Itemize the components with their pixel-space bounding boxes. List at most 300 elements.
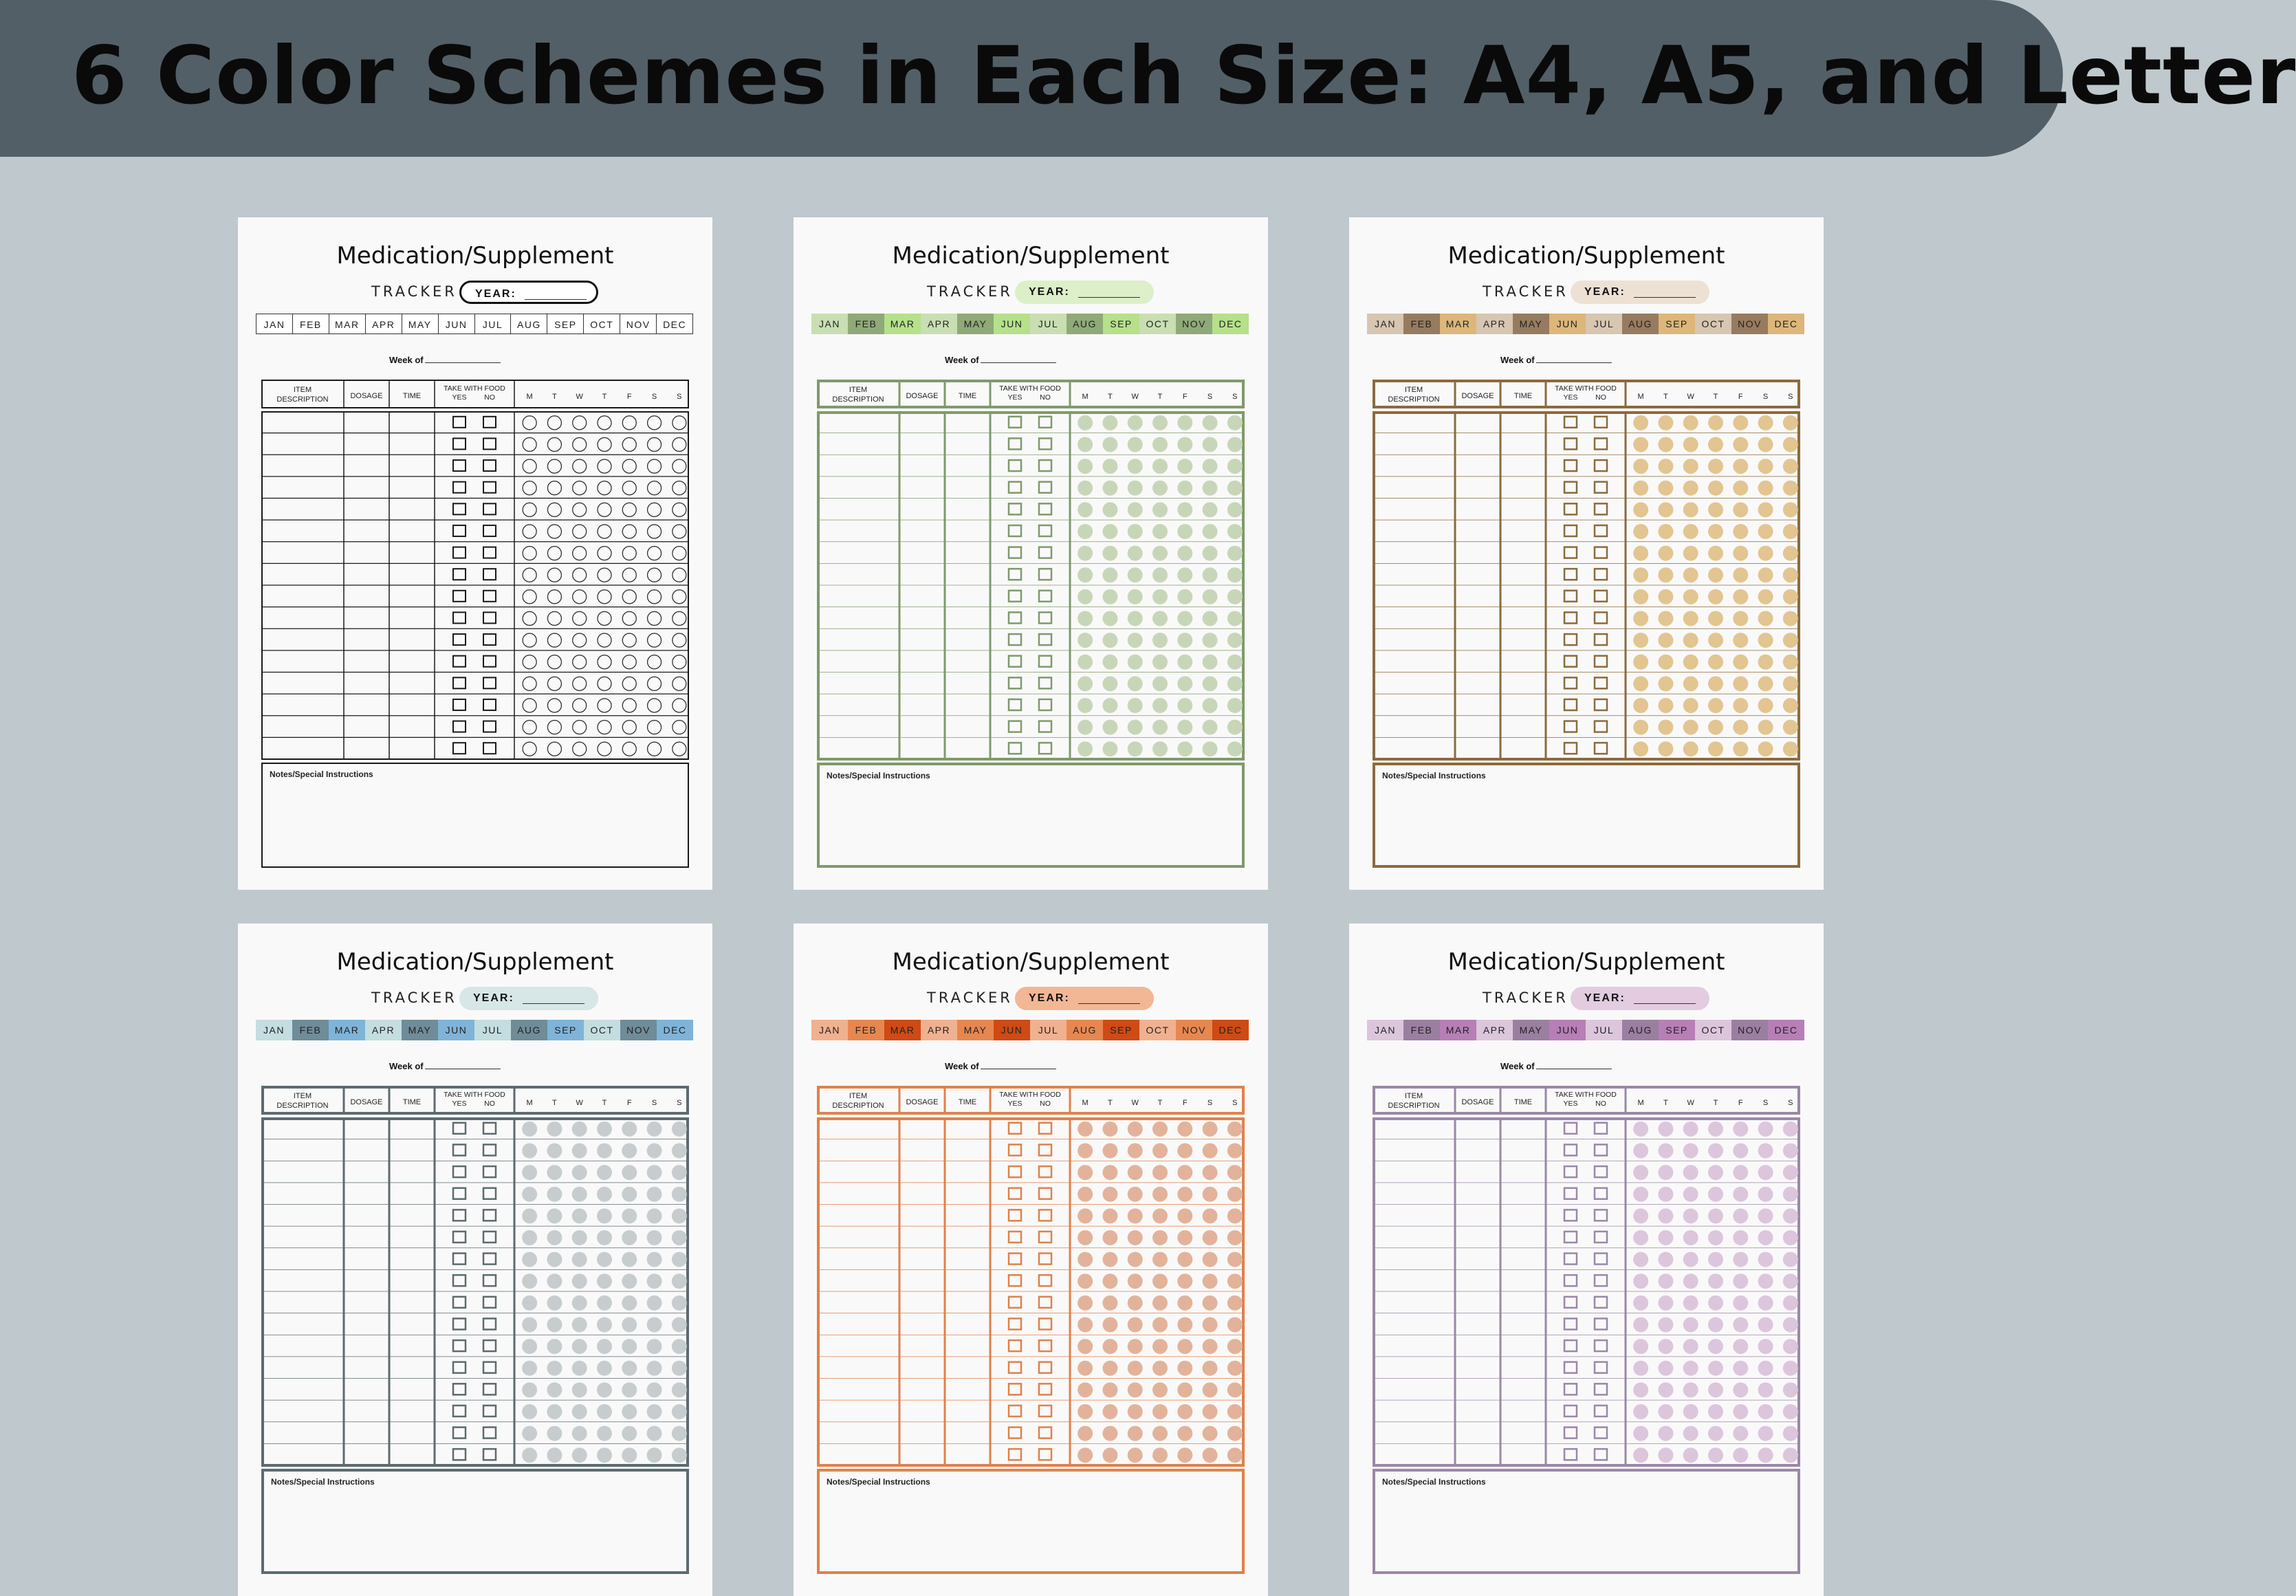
day-dot[interactable]	[647, 1165, 662, 1180]
day-dot[interactable]	[1128, 1447, 1143, 1463]
day-dot[interactable]	[572, 1187, 587, 1202]
no-checkbox[interactable]	[483, 417, 496, 428]
no-checkbox[interactable]	[1595, 699, 1607, 710]
day-dot[interactable]	[1102, 459, 1117, 474]
day-dot[interactable]	[573, 677, 587, 690]
day-dot[interactable]	[1152, 524, 1168, 539]
day-dot[interactable]	[1177, 1382, 1192, 1397]
day-dot[interactable]	[1227, 1165, 1243, 1180]
day-dot[interactable]	[1783, 481, 1798, 496]
day-dot[interactable]	[1658, 676, 1673, 691]
day-dot[interactable]	[1128, 567, 1143, 582]
no-checkbox[interactable]	[1039, 699, 1051, 710]
day-dot[interactable]	[1683, 1208, 1698, 1223]
day-dot[interactable]	[1783, 1426, 1798, 1441]
month-may[interactable]: MAY	[1513, 1020, 1549, 1040]
day-dot[interactable]	[1128, 676, 1143, 691]
day-dot[interactable]	[1152, 481, 1168, 496]
yes-checkbox[interactable]	[1009, 1297, 1021, 1308]
day-dot[interactable]	[1203, 415, 1218, 430]
day-dot[interactable]	[1152, 741, 1168, 756]
day-dot[interactable]	[598, 699, 611, 712]
no-checkbox[interactable]	[483, 1297, 496, 1308]
no-checkbox[interactable]	[1039, 1188, 1051, 1199]
yes-checkbox[interactable]	[1009, 1210, 1021, 1221]
day-dot[interactable]	[1102, 698, 1117, 713]
day-dot[interactable]	[1152, 1230, 1168, 1245]
day-dot[interactable]	[1708, 1339, 1723, 1354]
yes-checkbox[interactable]	[1009, 525, 1021, 536]
day-dot[interactable]	[1227, 1404, 1243, 1419]
day-dot[interactable]	[572, 1208, 587, 1223]
notes-box[interactable]	[1373, 1469, 1800, 1574]
no-checkbox[interactable]	[1595, 1210, 1607, 1221]
month-feb[interactable]: FEB	[293, 314, 329, 334]
day-dot[interactable]	[1203, 1230, 1218, 1245]
yes-checkbox[interactable]	[453, 1188, 466, 1199]
yes-checkbox[interactable]	[1009, 1340, 1021, 1351]
day-dot[interactable]	[1658, 720, 1673, 735]
month-feb[interactable]: FEB	[848, 314, 884, 334]
day-dot[interactable]	[1152, 1426, 1168, 1441]
day-dot[interactable]	[672, 1252, 687, 1267]
day-dot[interactable]	[1783, 437, 1798, 452]
day-dot[interactable]	[622, 481, 636, 495]
day-dot[interactable]	[1203, 1317, 1218, 1332]
day-dot[interactable]	[1733, 698, 1748, 713]
month-apr[interactable]: APR	[366, 314, 402, 334]
day-dot[interactable]	[648, 655, 662, 669]
day-dot[interactable]	[1783, 720, 1798, 735]
day-dot[interactable]	[1078, 611, 1093, 626]
day-dot[interactable]	[1152, 1317, 1168, 1332]
day-dot[interactable]	[648, 590, 662, 604]
day-dot[interactable]	[1658, 589, 1673, 604]
month-jun[interactable]: JUN	[1549, 1020, 1586, 1040]
day-dot[interactable]	[1758, 1426, 1773, 1441]
day-dot[interactable]	[1177, 1447, 1192, 1463]
day-dot[interactable]	[1708, 1273, 1723, 1289]
day-dot[interactable]	[673, 416, 686, 430]
yes-checkbox[interactable]	[453, 525, 466, 536]
day-dot[interactable]	[1177, 611, 1192, 626]
day-dot[interactable]	[1227, 1273, 1243, 1289]
day-dot[interactable]	[672, 1230, 687, 1245]
yes-checkbox[interactable]	[1564, 417, 1577, 428]
day-dot[interactable]	[1733, 437, 1748, 452]
month-feb[interactable]: FEB	[848, 1020, 884, 1040]
yes-checkbox[interactable]	[453, 438, 466, 449]
month-jun[interactable]: JUN	[1549, 314, 1586, 334]
day-dot[interactable]	[1102, 611, 1117, 626]
day-dot[interactable]	[1783, 1447, 1798, 1463]
day-dot[interactable]	[1078, 437, 1093, 452]
no-checkbox[interactable]	[483, 612, 496, 623]
day-dot[interactable]	[1203, 589, 1218, 604]
day-dot[interactable]	[547, 721, 561, 734]
day-dot[interactable]	[672, 1447, 687, 1463]
yes-checkbox[interactable]	[1564, 721, 1577, 732]
day-dot[interactable]	[647, 1296, 662, 1311]
month-dec[interactable]: DEC	[657, 1020, 693, 1040]
day-dot[interactable]	[1783, 459, 1798, 474]
day-dot[interactable]	[1758, 1273, 1773, 1289]
day-dot[interactable]	[598, 590, 611, 604]
yes-checkbox[interactable]	[1564, 1406, 1577, 1417]
yes-checkbox[interactable]	[453, 1318, 466, 1329]
day-dot[interactable]	[1078, 1187, 1093, 1202]
month-sep[interactable]: SEP	[547, 1020, 584, 1040]
day-dot[interactable]	[1102, 481, 1117, 496]
no-checkbox[interactable]	[1595, 591, 1607, 602]
day-dot[interactable]	[573, 590, 587, 604]
day-dot[interactable]	[673, 655, 686, 669]
day-dot[interactable]	[1102, 1361, 1117, 1376]
day-dot[interactable]	[1203, 633, 1218, 648]
yes-checkbox[interactable]	[1564, 1232, 1577, 1243]
day-dot[interactable]	[1733, 611, 1748, 626]
day-dot[interactable]	[1758, 524, 1773, 539]
day-dot[interactable]	[572, 1122, 587, 1137]
day-dot[interactable]	[1102, 415, 1117, 430]
day-dot[interactable]	[1102, 546, 1117, 561]
day-dot[interactable]	[1078, 1252, 1093, 1267]
day-dot[interactable]	[1683, 1404, 1698, 1419]
yes-checkbox[interactable]	[1009, 1449, 1021, 1460]
day-dot[interactable]	[1227, 415, 1243, 430]
year-field[interactable]	[459, 987, 598, 1010]
month-may[interactable]: MAY	[1513, 314, 1549, 334]
yes-checkbox[interactable]	[1564, 1188, 1577, 1199]
month-nov[interactable]: NOV	[1176, 314, 1212, 334]
day-dot[interactable]	[547, 1361, 562, 1376]
month-feb[interactable]: FEB	[292, 1020, 329, 1040]
yes-checkbox[interactable]	[1009, 1254, 1021, 1265]
no-checkbox[interactable]	[1595, 656, 1607, 667]
yes-checkbox[interactable]	[453, 482, 466, 493]
yes-checkbox[interactable]	[453, 612, 466, 623]
day-dot[interactable]	[1783, 676, 1798, 691]
day-dot[interactable]	[1633, 546, 1648, 561]
day-dot[interactable]	[1078, 1447, 1093, 1463]
no-checkbox[interactable]	[483, 677, 496, 688]
day-dot[interactable]	[648, 437, 662, 451]
day-dot[interactable]	[622, 503, 636, 516]
day-dot[interactable]	[572, 1339, 587, 1354]
day-dot[interactable]	[1658, 1187, 1673, 1202]
day-dot[interactable]	[622, 1447, 637, 1463]
day-dot[interactable]	[1658, 1382, 1673, 1397]
no-checkbox[interactable]	[1039, 1275, 1051, 1286]
no-checkbox[interactable]	[1039, 525, 1051, 536]
day-dot[interactable]	[1633, 1165, 1648, 1180]
month-nov[interactable]: NOV	[620, 1020, 657, 1040]
day-dot[interactable]	[1227, 481, 1243, 496]
day-dot[interactable]	[1683, 611, 1698, 626]
day-dot[interactable]	[522, 1122, 537, 1137]
day-dot[interactable]	[547, 1317, 562, 1332]
month-aug[interactable]: AUG	[1067, 314, 1103, 334]
day-dot[interactable]	[1733, 1143, 1748, 1158]
day-dot[interactable]	[522, 1361, 537, 1376]
day-dot[interactable]	[1203, 676, 1218, 691]
day-dot[interactable]	[547, 1404, 562, 1419]
month-oct[interactable]: OCT	[584, 1020, 620, 1040]
month-jun[interactable]: JUN	[994, 314, 1030, 334]
day-dot[interactable]	[672, 1208, 687, 1223]
day-dot[interactable]	[1102, 1273, 1117, 1289]
day-dot[interactable]	[1683, 1382, 1698, 1397]
day-dot[interactable]	[673, 503, 686, 516]
day-dot[interactable]	[1633, 481, 1648, 496]
yes-checkbox[interactable]	[453, 1123, 466, 1134]
day-dot[interactable]	[1203, 1187, 1218, 1202]
day-dot[interactable]	[523, 416, 536, 430]
day-dot[interactable]	[547, 525, 561, 538]
day-dot[interactable]	[1783, 415, 1798, 430]
yes-checkbox[interactable]	[1009, 634, 1021, 645]
day-dot[interactable]	[1658, 1273, 1673, 1289]
month-jul[interactable]: JUL	[1030, 1020, 1067, 1040]
day-dot[interactable]	[547, 1339, 562, 1354]
day-dot[interactable]	[1783, 546, 1798, 561]
day-dot[interactable]	[647, 1361, 662, 1376]
day-dot[interactable]	[1683, 720, 1698, 735]
day-dot[interactable]	[1683, 1361, 1698, 1376]
day-dot[interactable]	[1203, 1122, 1218, 1137]
day-dot[interactable]	[1783, 1382, 1798, 1397]
no-checkbox[interactable]	[1039, 612, 1051, 623]
day-dot[interactable]	[1658, 1296, 1673, 1311]
day-dot[interactable]	[622, 1382, 637, 1397]
day-dot[interactable]	[1203, 1339, 1218, 1354]
day-dot[interactable]	[1758, 676, 1773, 691]
day-dot[interactable]	[1733, 1296, 1748, 1311]
day-dot[interactable]	[1128, 1339, 1143, 1354]
yes-checkbox[interactable]	[453, 1428, 466, 1439]
day-dot[interactable]	[648, 459, 662, 473]
yes-checkbox[interactable]	[1009, 438, 1021, 449]
day-dot[interactable]	[1227, 655, 1243, 670]
day-dot[interactable]	[1658, 1122, 1673, 1137]
day-dot[interactable]	[1152, 1165, 1168, 1180]
day-dot[interactable]	[648, 416, 662, 430]
day-dot[interactable]	[1152, 1447, 1168, 1463]
day-dot[interactable]	[1708, 1426, 1723, 1441]
day-dot[interactable]	[572, 1426, 587, 1441]
day-dot[interactable]	[673, 633, 686, 647]
day-dot[interactable]	[648, 547, 662, 560]
yes-checkbox[interactable]	[453, 460, 466, 471]
no-checkbox[interactable]	[1039, 1254, 1051, 1265]
day-dot[interactable]	[573, 611, 587, 625]
day-dot[interactable]	[1152, 1382, 1168, 1397]
day-dot[interactable]	[1733, 567, 1748, 582]
day-dot[interactable]	[1783, 1122, 1798, 1137]
day-dot[interactable]	[1227, 676, 1243, 691]
day-dot[interactable]	[523, 568, 536, 582]
day-dot[interactable]	[1758, 567, 1773, 582]
yes-checkbox[interactable]	[1564, 656, 1577, 667]
day-dot[interactable]	[1152, 459, 1168, 474]
day-dot[interactable]	[1758, 546, 1773, 561]
day-dot[interactable]	[1708, 676, 1723, 691]
day-dot[interactable]	[1758, 415, 1773, 430]
day-dot[interactable]	[572, 1273, 587, 1289]
yes-checkbox[interactable]	[1564, 677, 1577, 688]
day-dot[interactable]	[573, 525, 587, 538]
day-dot[interactable]	[648, 525, 662, 538]
day-dot[interactable]	[1152, 502, 1168, 517]
day-dot[interactable]	[1102, 1122, 1117, 1137]
day-dot[interactable]	[523, 503, 536, 516]
day-dot[interactable]	[572, 1317, 587, 1332]
day-dot[interactable]	[1177, 437, 1192, 452]
day-dot[interactable]	[1758, 698, 1773, 713]
day-dot[interactable]	[598, 459, 611, 473]
day-dot[interactable]	[522, 1317, 537, 1332]
day-dot[interactable]	[622, 568, 636, 582]
day-dot[interactable]	[1177, 589, 1192, 604]
day-dot[interactable]	[622, 721, 636, 734]
day-dot[interactable]	[622, 1165, 637, 1180]
no-checkbox[interactable]	[1595, 525, 1607, 536]
day-dot[interactable]	[1078, 1122, 1093, 1137]
day-dot[interactable]	[1177, 1187, 1192, 1202]
day-dot[interactable]	[522, 1404, 537, 1419]
day-dot[interactable]	[522, 1382, 537, 1397]
day-dot[interactable]	[523, 590, 536, 604]
no-checkbox[interactable]	[483, 482, 496, 493]
day-dot[interactable]	[1683, 1296, 1698, 1311]
day-dot[interactable]	[597, 1273, 612, 1289]
day-dot[interactable]	[672, 1165, 687, 1180]
day-dot[interactable]	[598, 416, 611, 430]
day-dot[interactable]	[1708, 1230, 1723, 1245]
day-dot[interactable]	[1102, 1447, 1117, 1463]
yes-checkbox[interactable]	[453, 1232, 466, 1243]
day-dot[interactable]	[1227, 1187, 1243, 1202]
no-checkbox[interactable]	[1595, 547, 1607, 558]
no-checkbox[interactable]	[1595, 721, 1607, 732]
day-dot[interactable]	[1102, 633, 1117, 648]
day-dot[interactable]	[1758, 1165, 1773, 1180]
day-dot[interactable]	[1683, 567, 1698, 582]
day-dot[interactable]	[1733, 1361, 1748, 1376]
day-dot[interactable]	[672, 1296, 687, 1311]
day-dot[interactable]	[1078, 655, 1093, 670]
yes-checkbox[interactable]	[453, 677, 466, 688]
day-dot[interactable]	[1128, 546, 1143, 561]
day-dot[interactable]	[1783, 1187, 1798, 1202]
month-mar[interactable]: MAR	[884, 1020, 921, 1040]
day-dot[interactable]	[1152, 1273, 1168, 1289]
no-checkbox[interactable]	[1039, 743, 1051, 754]
day-dot[interactable]	[547, 611, 561, 625]
yes-checkbox[interactable]	[1009, 612, 1021, 623]
day-dot[interactable]	[1203, 1296, 1218, 1311]
day-dot[interactable]	[1102, 1143, 1117, 1158]
no-checkbox[interactable]	[1039, 460, 1051, 471]
no-checkbox[interactable]	[483, 1318, 496, 1329]
day-dot[interactable]	[1658, 1143, 1673, 1158]
no-checkbox[interactable]	[483, 1406, 496, 1417]
day-dot[interactable]	[1078, 633, 1093, 648]
day-dot[interactable]	[523, 481, 536, 495]
day-dot[interactable]	[1177, 1230, 1192, 1245]
day-dot[interactable]	[1658, 437, 1673, 452]
day-dot[interactable]	[1783, 1230, 1798, 1245]
day-dot[interactable]	[1177, 1404, 1192, 1419]
day-dot[interactable]	[1227, 633, 1243, 648]
day-dot[interactable]	[1633, 676, 1648, 691]
day-dot[interactable]	[1658, 524, 1673, 539]
no-checkbox[interactable]	[1595, 1123, 1607, 1134]
day-dot[interactable]	[572, 1296, 587, 1311]
day-dot[interactable]	[647, 1426, 662, 1441]
day-dot[interactable]	[597, 1296, 612, 1311]
no-checkbox[interactable]	[1039, 1406, 1051, 1417]
day-dot[interactable]	[1128, 698, 1143, 713]
yes-checkbox[interactable]	[1564, 1449, 1577, 1460]
no-checkbox[interactable]	[1039, 721, 1051, 732]
day-dot[interactable]	[1078, 698, 1093, 713]
yes-checkbox[interactable]	[1564, 699, 1577, 710]
no-checkbox[interactable]	[1039, 1428, 1051, 1439]
no-checkbox[interactable]	[1595, 1297, 1607, 1308]
day-dot[interactable]	[647, 1317, 662, 1332]
day-dot[interactable]	[1078, 1426, 1093, 1441]
day-dot[interactable]	[1078, 1208, 1093, 1223]
day-dot[interactable]	[1683, 633, 1698, 648]
day-dot[interactable]	[1203, 437, 1218, 452]
no-checkbox[interactable]	[1039, 634, 1051, 645]
day-dot[interactable]	[1633, 720, 1648, 735]
day-dot[interactable]	[622, 1404, 637, 1419]
day-dot[interactable]	[673, 721, 686, 734]
day-dot[interactable]	[1658, 1404, 1673, 1419]
no-checkbox[interactable]	[483, 1254, 496, 1265]
day-dot[interactable]	[1203, 741, 1218, 756]
day-dot[interactable]	[1783, 655, 1798, 670]
month-feb[interactable]: FEB	[1403, 314, 1440, 334]
yes-checkbox[interactable]	[1009, 569, 1021, 580]
day-dot[interactable]	[1078, 741, 1093, 756]
day-dot[interactable]	[1152, 720, 1168, 735]
day-dot[interactable]	[1227, 1296, 1243, 1311]
yes-checkbox[interactable]	[453, 1297, 466, 1308]
day-dot[interactable]	[1102, 1382, 1117, 1397]
day-dot[interactable]	[1733, 481, 1748, 496]
day-dot[interactable]	[1758, 1404, 1773, 1419]
day-dot[interactable]	[1783, 1339, 1798, 1354]
day-dot[interactable]	[1708, 437, 1723, 452]
day-dot[interactable]	[1177, 1208, 1192, 1223]
day-dot[interactable]	[1683, 524, 1698, 539]
day-dot[interactable]	[622, 1273, 637, 1289]
day-dot[interactable]	[1177, 502, 1192, 517]
yes-checkbox[interactable]	[1009, 656, 1021, 667]
no-checkbox[interactable]	[1595, 569, 1607, 580]
day-dot[interactable]	[1733, 459, 1748, 474]
day-dot[interactable]	[1658, 698, 1673, 713]
day-dot[interactable]	[1227, 1339, 1243, 1354]
day-dot[interactable]	[622, 1339, 637, 1354]
day-dot[interactable]	[1078, 524, 1093, 539]
yes-checkbox[interactable]	[1009, 1384, 1021, 1395]
no-checkbox[interactable]	[1039, 1123, 1051, 1134]
day-dot[interactable]	[598, 547, 611, 560]
